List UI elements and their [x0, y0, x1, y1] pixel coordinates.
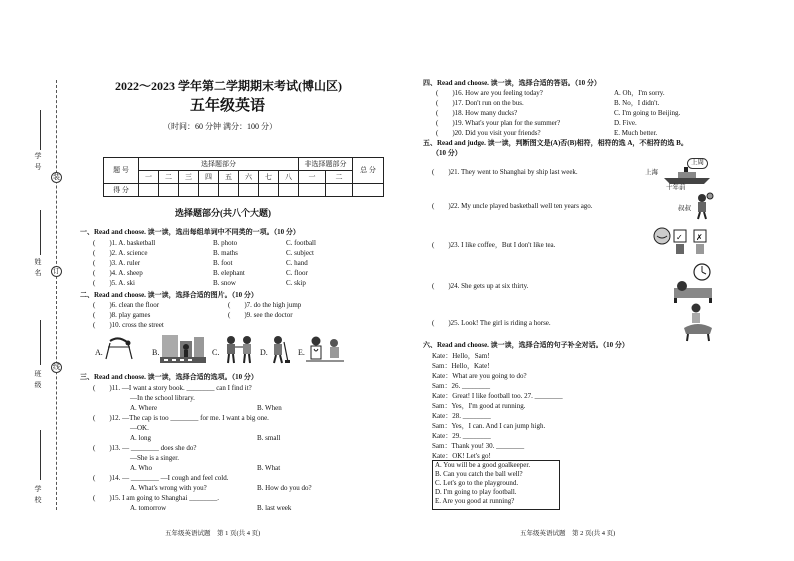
- q22: ( )22. My uncle played basketball well ten years ago.: [432, 202, 593, 210]
- q5-c: C. skip: [286, 279, 306, 287]
- binding-line: [56, 80, 57, 510]
- score-col: 二: [326, 171, 353, 184]
- score-cell[interactable]: [159, 184, 179, 197]
- q15-a: A. tomorrow: [130, 504, 167, 512]
- option-d: D. I'm going to play football.: [435, 488, 517, 496]
- q2-b: B. maths: [213, 249, 238, 257]
- q13: ( )13. — ________ does she do?: [93, 444, 197, 452]
- q10: ( )10. cross the street: [93, 321, 164, 329]
- q13-b: B. What: [257, 464, 281, 472]
- footer-page-2: 五年级英语试题 第 2 页(共 4 页): [520, 530, 616, 537]
- exam-time: （时间：60 分钟 满分：100 分）: [163, 122, 277, 131]
- q9: ( )9. see the doctor: [228, 311, 293, 319]
- q12-b: B. small: [257, 434, 281, 442]
- q3-c: C. hand: [286, 259, 308, 267]
- clock-bed-picture: [672, 262, 714, 304]
- kids-playing-picture: [222, 333, 256, 365]
- ship-picture: [662, 166, 712, 186]
- blank-school: [40, 430, 41, 480]
- q13-answer: —She is a singer.: [130, 454, 179, 462]
- opt-b: B. No，I didn't.: [614, 99, 660, 107]
- q6: ( )6. clean the floor: [93, 301, 160, 309]
- q11: ( )11. —I want a story book. ________ can I find it?: [93, 384, 252, 392]
- dialogue-line: Sam：26. ________: [432, 382, 490, 390]
- opt-d: D. Five.: [614, 119, 637, 127]
- q15-b: B. last week: [257, 504, 292, 512]
- cleaning-picture: [268, 334, 290, 364]
- option-a: A. You will be a good goalkeeper.: [435, 461, 531, 469]
- score-col: 一: [299, 171, 326, 184]
- opt-e: E. Much better.: [614, 129, 658, 137]
- q14-a: A. What's wrong with you?: [130, 484, 207, 492]
- section-3-title: 三、Read and choose. 读一读，选择合适的选项。（10 分）: [80, 373, 258, 381]
- q5-a: ( )5. A. ski: [93, 279, 135, 287]
- q3-a: ( )3. A. ruler: [93, 259, 141, 267]
- label-class: 班 级: [34, 370, 42, 389]
- score-col: 三: [179, 171, 199, 184]
- horse-riding-picture: [680, 302, 716, 342]
- dialogue-line: Kate：29. ________: [432, 432, 491, 440]
- q12: ( )12. —The cap is too ________ for me. I want a big one.: [93, 414, 269, 422]
- q5-b: B. snow: [213, 279, 236, 287]
- section-5-title: 五、Read and judge. 读一读，判断图文是(A)否(B)相符，相符的选 A，不相符的选 B。: [423, 139, 688, 147]
- opt-a: A. Oh，I'm sorry.: [614, 89, 665, 97]
- score-group-nonchoice: 非选择题部分: [299, 158, 353, 171]
- dialogue-line: Sam：Yes，I can. And I can jump high.: [432, 422, 546, 430]
- seal-mark-mid: 订: [53, 267, 60, 275]
- dialogue-line: Sam：Thank you! 30. ________: [432, 442, 525, 450]
- score-col: 二: [159, 171, 179, 184]
- q14-b: B. How do you do?: [257, 484, 312, 492]
- footer-page-1: 五年级英语试题 第 1 页(共 4 页): [165, 530, 261, 537]
- q8: ( )8. play games: [93, 311, 151, 319]
- label-student-number: 学 号: [34, 152, 42, 171]
- pic-ten-years-text: 十年前: [666, 184, 686, 191]
- section-2-title: 二、Read and choose. 读一读，选择合适的图片。（10 分）: [80, 291, 258, 299]
- q19: ( )19. What's your plan for the summer?: [436, 119, 561, 127]
- score-cell[interactable]: [139, 184, 159, 197]
- seal-mark-bottom: 线: [53, 363, 60, 371]
- pic-label-c: C.: [212, 348, 220, 357]
- opt-c: C. I'm going to Beijing.: [614, 109, 681, 117]
- q1-a: ( )1. A. basketball: [93, 239, 156, 247]
- score-row-label: 得 分: [104, 184, 139, 197]
- q7: ( )7. do the high jump: [228, 301, 302, 309]
- dialogue-line: Kate：What are you going to do?: [432, 372, 527, 380]
- score-table: [103, 157, 384, 197]
- score-col: 八: [279, 171, 299, 184]
- pic-last-week-text: 上周: [687, 158, 708, 169]
- dialogue-line: Kate：28. ________: [432, 412, 491, 420]
- dialogue-line: Kate：OK! Let's go!: [432, 452, 491, 460]
- q21: ( )21. They went to Shanghai by ship last week.: [432, 168, 578, 176]
- q13-a: A. Who: [130, 464, 153, 472]
- q16: ( )16. How are you feeling today?: [436, 89, 543, 97]
- q23: ( )23. I like coffee，But I don't like tea.: [432, 241, 556, 249]
- q1-c: C. football: [286, 239, 316, 247]
- section-4-title: 四、Read and choose. 读一读，选择合适的答语。（10 分）: [423, 79, 601, 87]
- street-crossing-picture: [160, 333, 206, 365]
- label-school: 学 校: [34, 485, 42, 504]
- tea-coffee-picture: [650, 222, 714, 258]
- svg-text:✓: ✓: [676, 233, 683, 242]
- score-cell[interactable]: [353, 184, 384, 197]
- q14: ( )14. — ________ —I cough and feel cold.: [93, 474, 229, 482]
- pic-label-d: D.: [260, 348, 268, 357]
- q1-b: B. photo: [213, 239, 238, 247]
- q2-c: C. subject: [286, 249, 314, 257]
- score-col: 四: [199, 171, 219, 184]
- q12-a: A. long: [130, 434, 151, 442]
- exam-subtitle: 五年级英语: [190, 98, 266, 114]
- pic-shanghai-text: 上海: [645, 169, 658, 176]
- score-col: 一: [139, 171, 159, 184]
- high-jump-picture: [104, 335, 134, 363]
- q4-c: C. floor: [286, 269, 308, 277]
- pic-label-e: E.: [298, 348, 305, 357]
- q25: ( )25. Look! The girl is riding a horse.: [432, 319, 551, 327]
- score-cell[interactable]: [326, 184, 353, 197]
- part-title: 选择题部分(共八个大题): [175, 208, 271, 218]
- score-col: 六: [239, 171, 259, 184]
- q18: ( )18. How many ducks?: [436, 109, 518, 117]
- option-c: C. Let's go to the playground.: [435, 479, 519, 487]
- q4-a: ( )4. A. sheep: [93, 269, 143, 277]
- score-cell[interactable]: [219, 184, 239, 197]
- section-1-title: 一、Read and choose. 读一读，选出每组单词中不同类的一项。（10 分）: [80, 228, 300, 236]
- score-col: 五: [219, 171, 239, 184]
- q17: ( )17. Don't run on the bus.: [436, 99, 524, 107]
- option-e: E. Are you good at running?: [435, 497, 515, 505]
- score-cell[interactable]: [239, 184, 259, 197]
- q4-b: B. elephant: [213, 269, 245, 277]
- section-6-title: 六、Read and choose. 读一读，选择合适的句子补全对话。（10 分）: [423, 341, 629, 349]
- score-cell[interactable]: [259, 184, 279, 197]
- score-cell[interactable]: [179, 184, 199, 197]
- doctor-picture: [306, 333, 344, 365]
- dialogue-line: Kate：Hello，Sam!: [432, 352, 490, 360]
- score-table-header: 题 号: [104, 158, 139, 184]
- score-group-choice: 选择题部分: [139, 158, 299, 171]
- q24: ( )24. She gets up at six thirty.: [432, 282, 529, 290]
- score-total: 总 分: [353, 158, 384, 184]
- score-cell[interactable]: [199, 184, 219, 197]
- q11-answer: —In the school library.: [130, 394, 195, 402]
- q11-a: A. Where: [130, 404, 158, 412]
- blank-student-number: [40, 110, 41, 150]
- q20: ( )20. Did you visit your friends?: [436, 129, 541, 137]
- exam-title: 2022～2023 学年第二学期期末考试(博山区): [115, 79, 342, 93]
- blank-name: [40, 210, 41, 255]
- svg-text:✗: ✗: [696, 233, 703, 242]
- q3-b: B. foot: [213, 259, 233, 267]
- pic-label-b: B.: [152, 348, 160, 357]
- section-5-score: （10 分）: [432, 149, 462, 157]
- basketball-picture: [690, 192, 714, 220]
- pic-label-a: A.: [95, 348, 103, 357]
- q11-b: B. When: [257, 404, 282, 412]
- score-col: 七: [259, 171, 279, 184]
- score-cell[interactable]: [279, 184, 299, 197]
- q15: ( )15. I am going to Shanghai ________.: [93, 494, 219, 502]
- score-cell[interactable]: [299, 184, 326, 197]
- seal-mark-top: 装: [53, 173, 60, 181]
- label-name: 姓 名: [34, 258, 42, 277]
- dialogue-line: Sam：Hello，Kate!: [432, 362, 490, 370]
- q2-a: ( )2. A. science: [93, 249, 148, 257]
- option-b: B. Can you catch the ball well?: [435, 470, 523, 478]
- pic-uncle-text: 叔叔: [678, 205, 691, 212]
- q12-answer: —OK.: [130, 424, 149, 432]
- dialogue-line: Kate：Great! I like football too. 27. ________: [432, 392, 563, 400]
- dialogue-line: Sam：Yes，I'm good at running.: [432, 402, 526, 410]
- blank-class: [40, 320, 41, 365]
